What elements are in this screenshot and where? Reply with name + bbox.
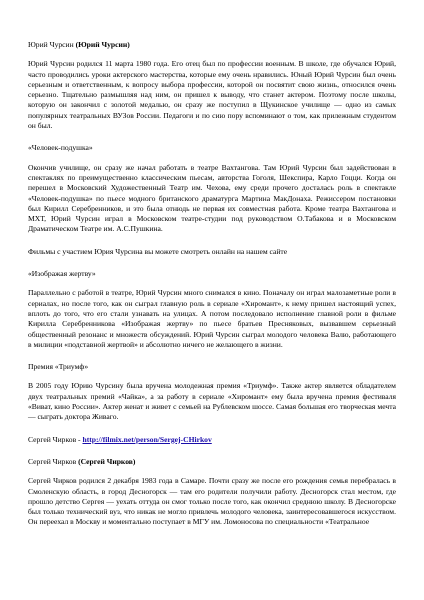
paragraph-theatre: Окончив училище, он сразу же начал работать в театре Вахтангова. Там Юрий Чурсин был задействован в спектаклях по преимущественно классическим пьесам, авторства Гоголя, Шекспира, Карло Гоцци. Когда он перешел в Московский Художественный Театр им. Чехова, ему среди прочего досталась роль в спектакле «Человек-подушка» по пьесе модного британского драматурга Мартина МакДонаха. Режиссером постановки был Кирилл Серебренников, и это была отнюдь не первая их совместная работа. Кроме театра Вахтангова и МХТ, Юрий Чурсин играл в Московском театре-студии под руководством О.Табакова и в Московском Драматическом Театре им. А.С.Пушкина. bbox=[28, 162, 396, 234]
paragraph-chirkov-bio: Сергей Чирков родился 2 декабря 1983 года в Самаре. Почти сразу же после его рождения семья перебралась в Смоленскую область, в город Десногорск — там его родители получили работу. Десногорск стал местом, где прошло детство Сергея — уехать оттуда он смог только после того, как окончил среднюю школу. В Десногорске был только технический вуз, что никак не могло привлечь молодого человека, заинтересовавшегося искусством. Он переехал в Москву и моментально поступает в МГУ им. Ломоносова по специальности «Театральное bbox=[28, 476, 396, 527]
paragraph-film-career: Параллельно с работой в театре, Юрий Чурсин много снимался в кино. Поначалу он играл малозаметные роли в сериалах, но после того, как он сыграл главную роль в сериале «Хиромант», к нему пришел настоящий успех, вплоть до того, что его стали узнавать на улицах. А потом последовало исполнение главной роли в фильме Кирилла Серебренникова «Изображая жертву» по пьесе братьев Пресняковых, вызвавшем серьезный общественный резонанс и множеств обсуждений. Юрий Чурсин сыграл молодого человека Валю, работающего в милиции «подставной жертвой» и абсолютно ничего не желающего в жизни. bbox=[28, 288, 396, 349]
section-heading-pillowman: «Человек-подушка» bbox=[28, 143, 93, 153]
section-heading-chirkov bbox=[28, 457, 396, 467]
link-prefix: Сергей Чирков - bbox=[28, 434, 83, 444]
section-heading-triumph: Премия «Триумф» bbox=[28, 362, 89, 372]
filmix-link[interactable]: http://filmix.net/person/Sergej-CHirkov bbox=[82, 434, 212, 444]
section-heading-playing-victim: «Изображая жертву» bbox=[28, 269, 96, 279]
films-online-line: Фильмы с участием Юрия Чурсина вы можете смотреть онлайн на нашем сайте bbox=[28, 246, 288, 256]
heading-bold: (Юрий Чурсин) bbox=[75, 40, 130, 49]
heading-prefix: Сергей Чирков bbox=[28, 456, 79, 466]
paragraph-awards: В 2005 году Юрию Чурсину была вручена молодежная премия «Триумф». Также актер является обладателем двух театральных премий «Чайка», а за работу в сериале «Хиромант» ему была вручена премия фестиваля «Виват, кино России». Актер женат и живет с семьей на Рублевском шоссе. Самая большая его творческая мечта — сыграть доктора Живаго. bbox=[28, 381, 396, 422]
section-heading-chursin bbox=[28, 40, 396, 50]
paragraph-chursin-bio: Юрий Чурсин родился 11 марта 1980 года. Его отец был по профессии военным. В школе, где обучался Юрий, часто проводились уроки актерского мастерства, которые ему очень нравились. Юный Юрий Чурсин был очень серьезным и ответственным, к вопросу выбора профессии, которой он посвятит свою жизнь, относился очень серьезно. Тщательно размышляя над ним, он пришел к выводу, что станет актером. Поэтому после школы, которую он закончил с золотой медалью, он сразу же поступил в Щукинское училище — одно из самых популярных театральных ВУЗов России. Педагоги и по сию пору вспоминают о том, как прилежным студентом он был. bbox=[28, 59, 396, 131]
heading-bold: (Сергей Чирков) bbox=[78, 456, 136, 466]
heading-prefix: Юрий Чурсин bbox=[28, 40, 76, 49]
chirkov-link-line bbox=[28, 435, 396, 445]
